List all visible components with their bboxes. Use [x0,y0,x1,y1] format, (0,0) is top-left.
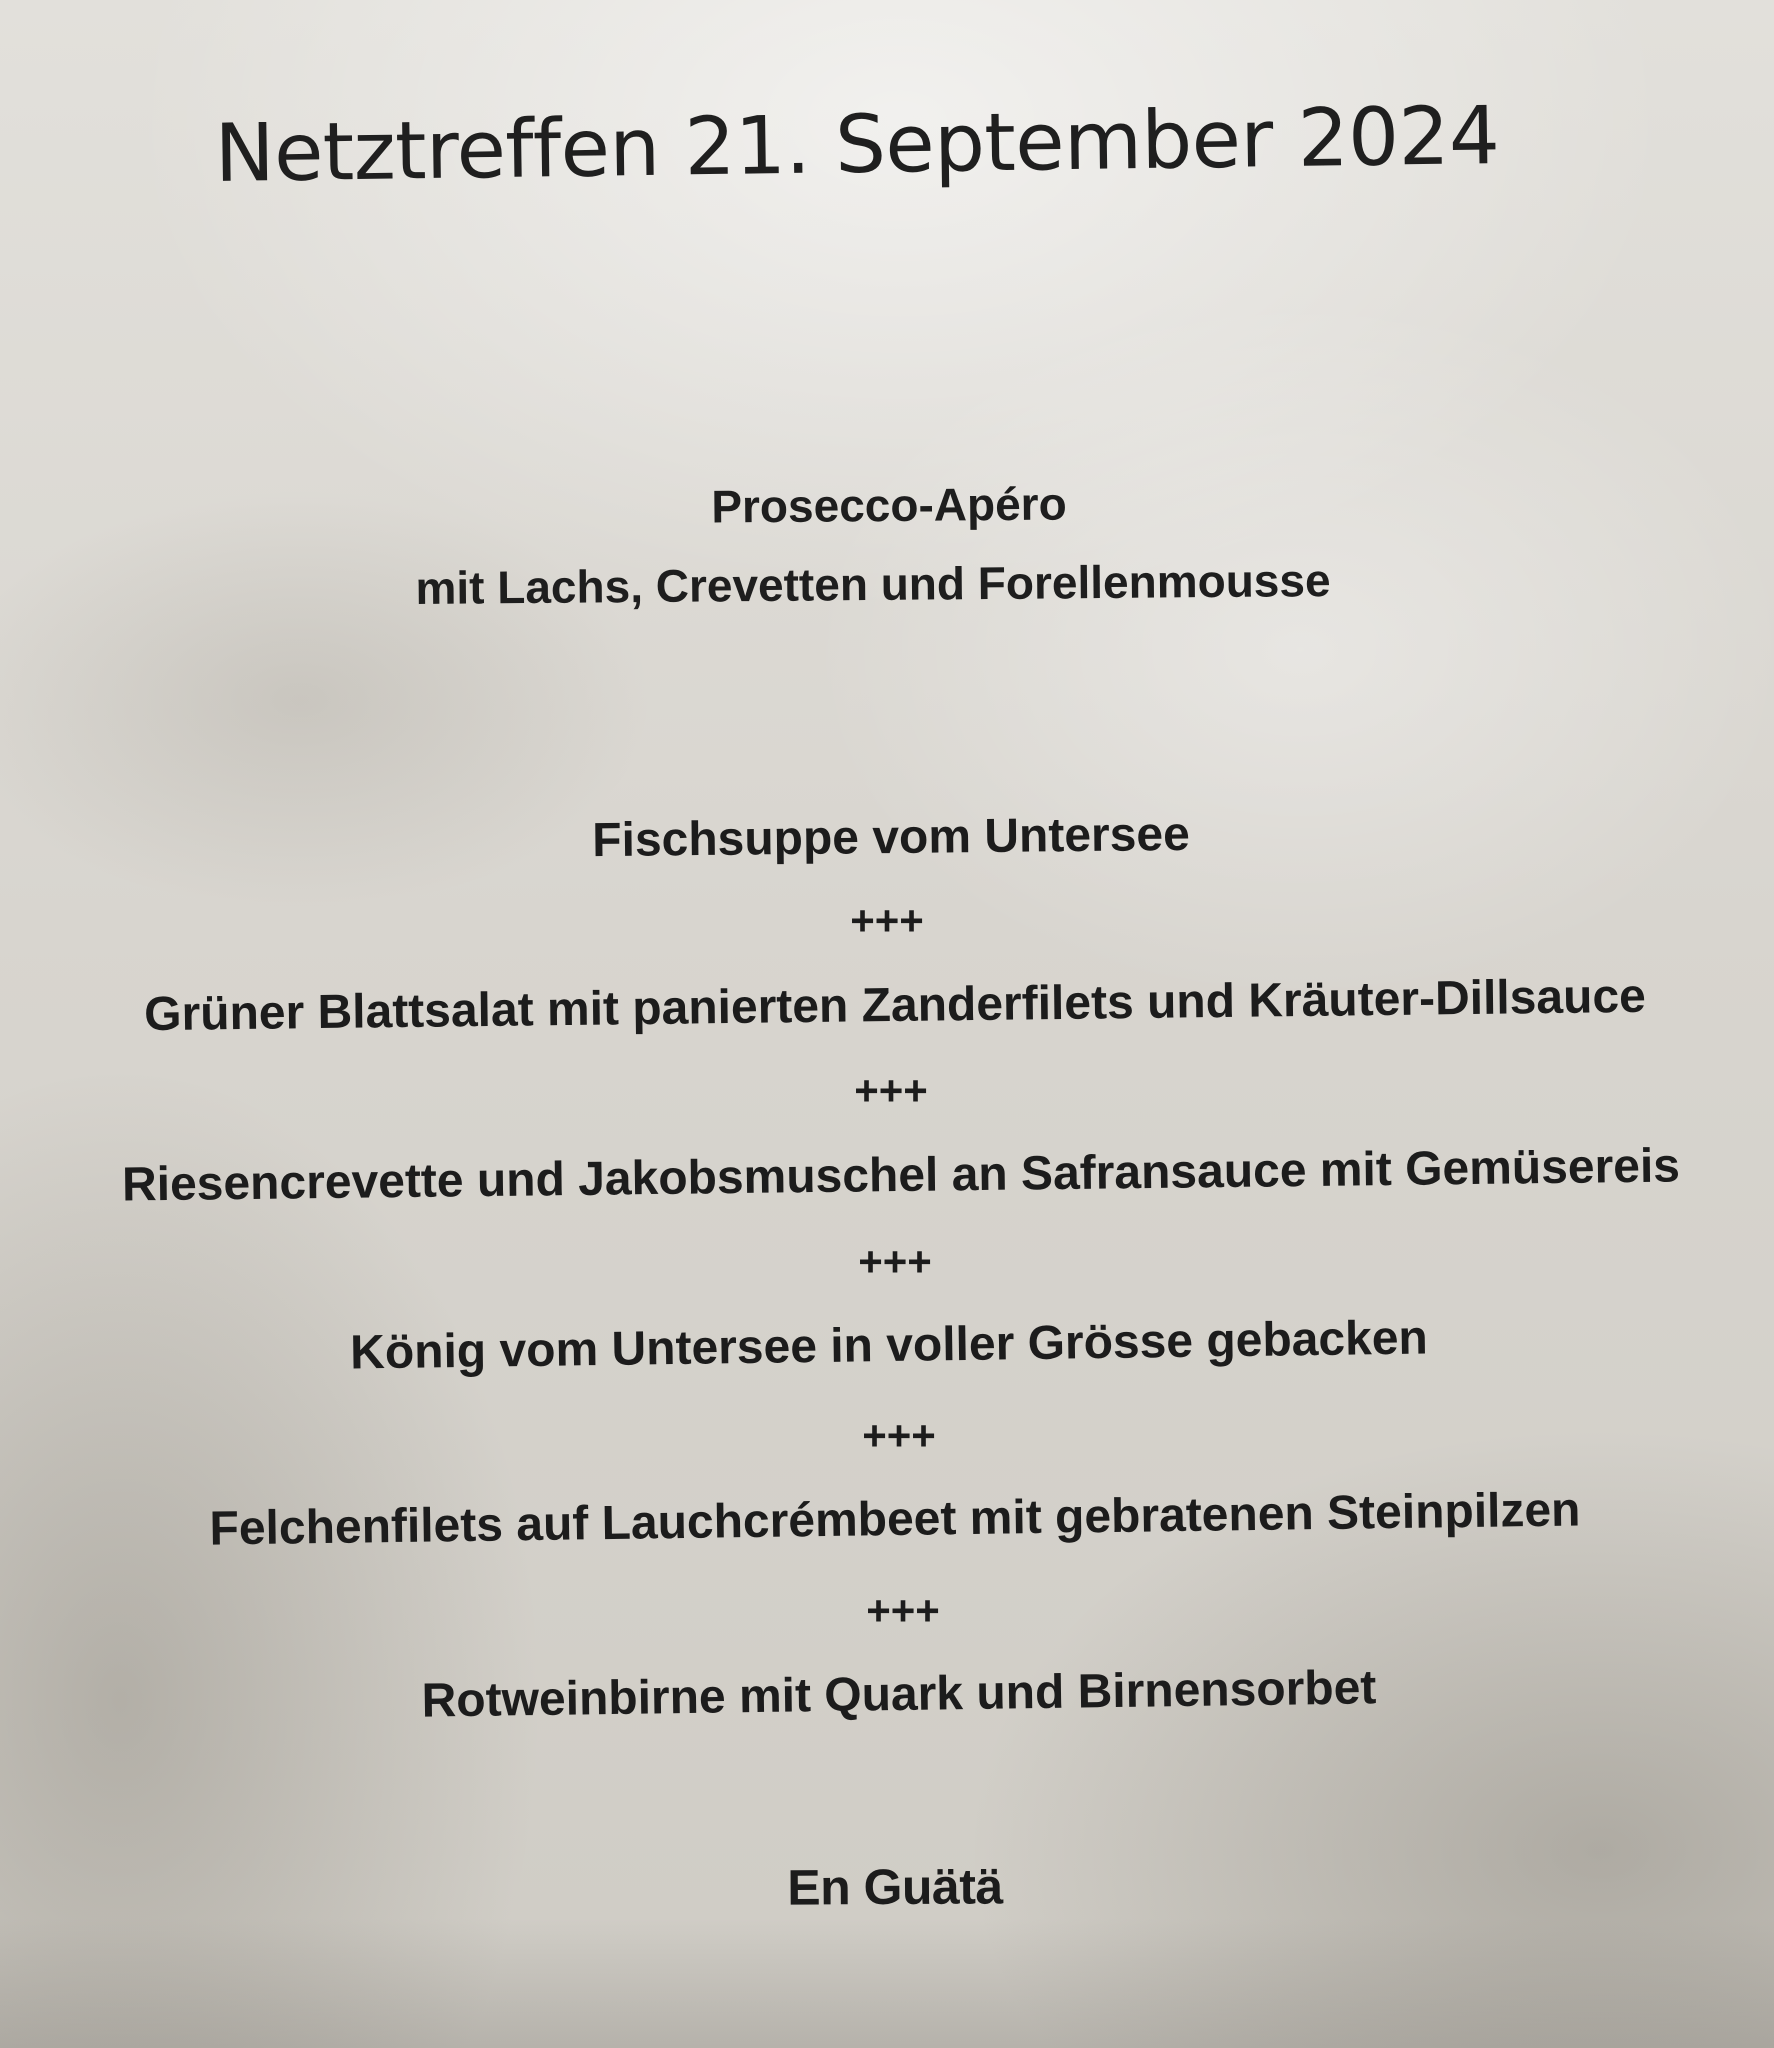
course-3: Riesencrevette und Jakobsmuschel an Safransauce mit Gemüsereis [121,1139,1681,1212]
separator-4: +++ [862,1412,936,1459]
aperitif-description: mit Lachs, Crevetten und Forellenmousse [415,554,1331,614]
course-6: Rotweinbirne mit Quark und Birnensorbet [421,1661,1377,1728]
separator-2: +++ [854,1067,928,1114]
separator-3: +++ [858,1238,932,1285]
separator-5: +++ [866,1587,940,1634]
course-2: Grüner Blattsalat mit panierten Zanderfilets und Kräuter-Dillsauce [143,969,1647,1042]
paper-shadow [0,1918,1774,2048]
course-1: Fischsuppe vom Untersee [591,807,1191,868]
aperitif-heading: Prosecco-Apéro [711,477,1067,533]
separator-1: +++ [850,897,924,944]
course-4: König vom Untersee in voller Grösse gebacken [349,1311,1429,1380]
course-5: Felchenfilets auf Lauchcrémbeet mit gebratenen Steinpilzen [209,1483,1581,1556]
closing-wish: En Guätä [787,1858,1003,1916]
menu-title: Netztreffen 21. September 2024 [214,89,1500,200]
